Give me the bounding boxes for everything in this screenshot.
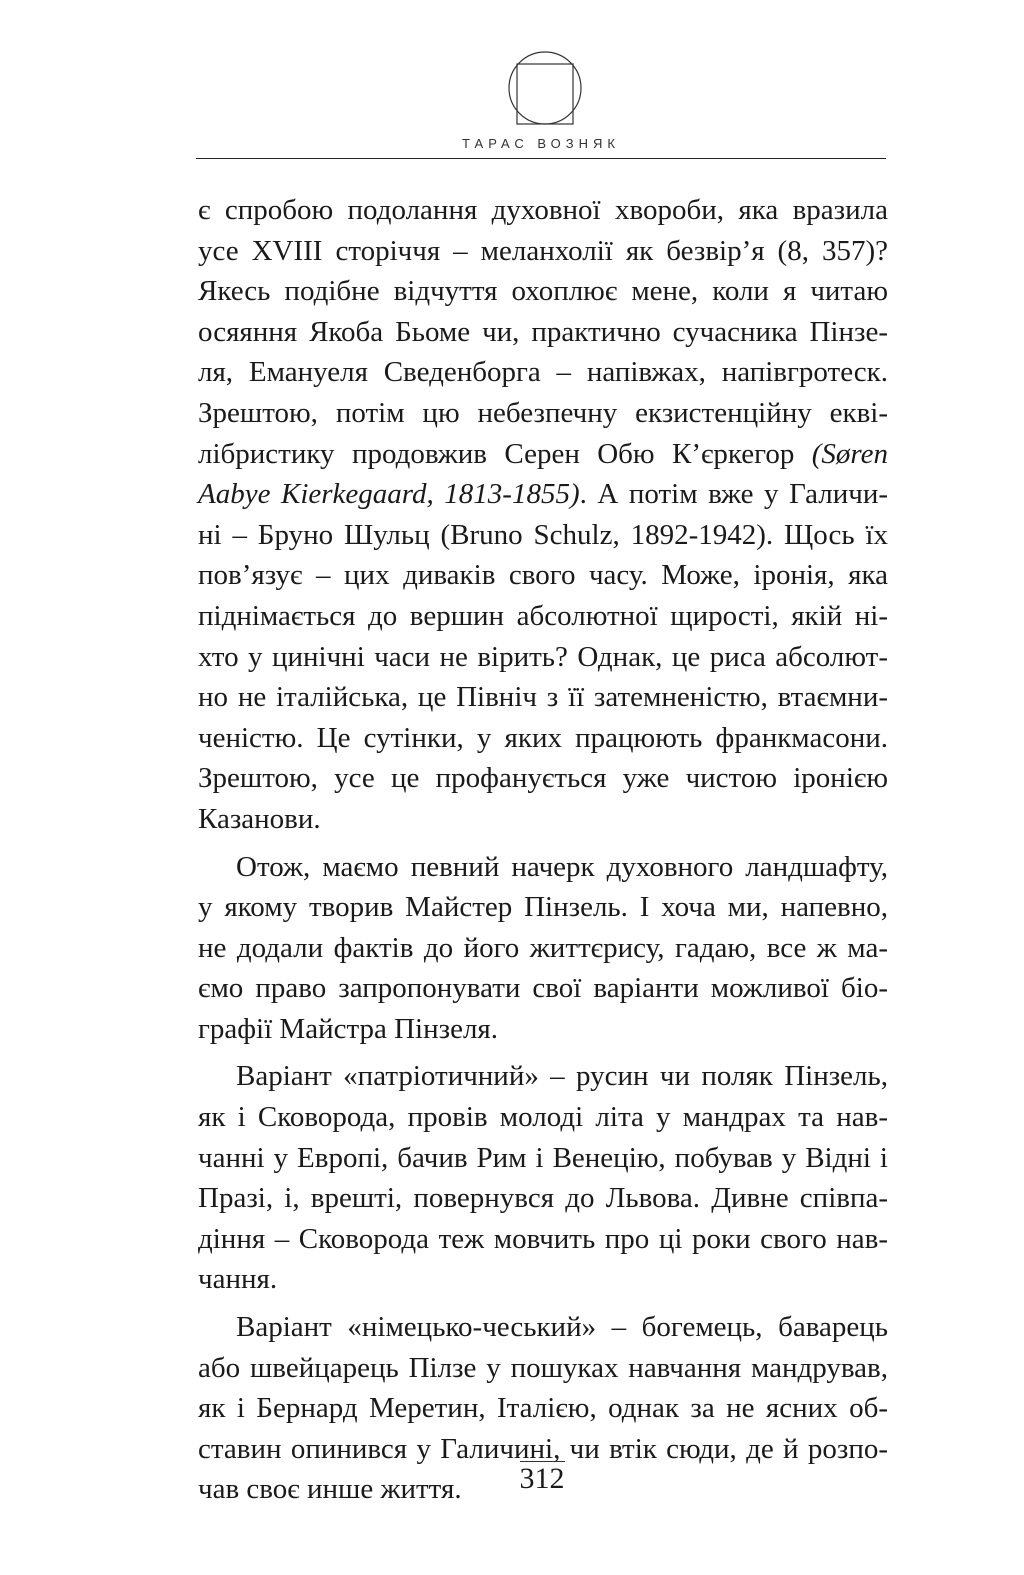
text-line: Якесь подібне відчуття охоплює мене, коли я читаю [198, 275, 888, 308]
text-line: чання. [198, 1263, 278, 1296]
text-line: ставин опинився у Галичині, чи втік сюди, де й розпо- [198, 1432, 888, 1465]
text-line: осяяння Якоба Бьоме чи, практично сучасника Пінзе- [198, 315, 888, 348]
text-line: графії Майстра Пінзеля. [198, 1012, 499, 1045]
text-line: пов’язує – цих диваків свого часу. Може, іронія, яка [198, 559, 888, 592]
running-head-author: ТАРАС ВОЗНЯК [462, 136, 620, 151]
text-line: як і Бернард Меретин, Італією, однак за не ясних об- [198, 1392, 888, 1425]
body-text [198, 190, 888, 1510]
header-rule [196, 158, 886, 159]
text-line: або швейцарець Пілзе у пошуках навчання мандрував, [198, 1351, 888, 1384]
italic-fragment: Aabye Kierkegaard, 1813-1855) [198, 478, 580, 511]
text-line: Отож, маємо певний начерк духовного ландшафту, [236, 850, 888, 883]
text-line: не додали фактів до його життєрису, гадаю, все ж ма- [198, 931, 888, 964]
italic-fragment: (Søren [811, 437, 889, 470]
text-line: діння – Сковорода теж мовчить про ці роки свого нав- [198, 1222, 888, 1255]
text-line: Празі, і, врешті, повернувся до Львова. Дивне співпа- [198, 1182, 888, 1215]
text-line [198, 434, 888, 475]
circle-square-emblem-icon [505, 46, 585, 130]
text-line: ні – Бруно Шульц (Bruno Schulz, 1892-1942). Щось їх [198, 518, 888, 551]
text-line: Зрештою, усе це профанується уже чистою іронією [198, 762, 888, 795]
page-number-value: 312 [519, 1462, 565, 1495]
text-line [198, 474, 888, 515]
text-line: хто у цинічні часи не вірить? Однак, це риса абсолют- [198, 640, 888, 673]
text-line: є спробою подолання духовної хвороби, яка вразила [198, 194, 888, 226]
page-number [0, 1462, 1024, 1496]
text-fragment: . А потім вже у Галичи- [579, 478, 888, 511]
text-line: Варіант «патріотичний» – русин чи поляк Пінзель, [236, 1060, 888, 1093]
text-fragment: лібристику продовжив Серен Обю К’єркегор [198, 437, 795, 470]
text-line: ченістю. Це сутінки, у яких працюють франкмасони. [198, 721, 888, 754]
text-line: но не італійська, це Північ з її затемненістю, втаємни- [198, 681, 888, 714]
text-line: у якому творив Майстер Пінзель. І хоча ми, напевно, [198, 891, 888, 924]
text-line: Казанови. [198, 802, 321, 835]
text-line: Зрештою, потім цю небезпечну екзистенційну екві- [198, 396, 888, 429]
text-line: ля, Емануеля Сведенборга – напівжах, напівгротеск. [198, 356, 888, 389]
text-line: усе XVIII сторіччя – меланхолії як безвір’я (8, 357)? [198, 234, 888, 267]
text-line: піднімається до вершин абсолютної щирості, якій ні- [198, 599, 888, 632]
text-line: ємо право запропонувати свої варіанти можливої біо- [198, 972, 888, 1005]
text-line: Варіант «німецько-чеський» – богемець, баварець [236, 1311, 888, 1344]
text-line: чав своє инше життя. [198, 1473, 462, 1506]
text-line: чанні у Европі, бачив Рим і Венецію, побував у Відні і [198, 1141, 888, 1174]
text-line: як і Сковорода, провів молоді літа у мандрах та нав- [198, 1101, 888, 1134]
